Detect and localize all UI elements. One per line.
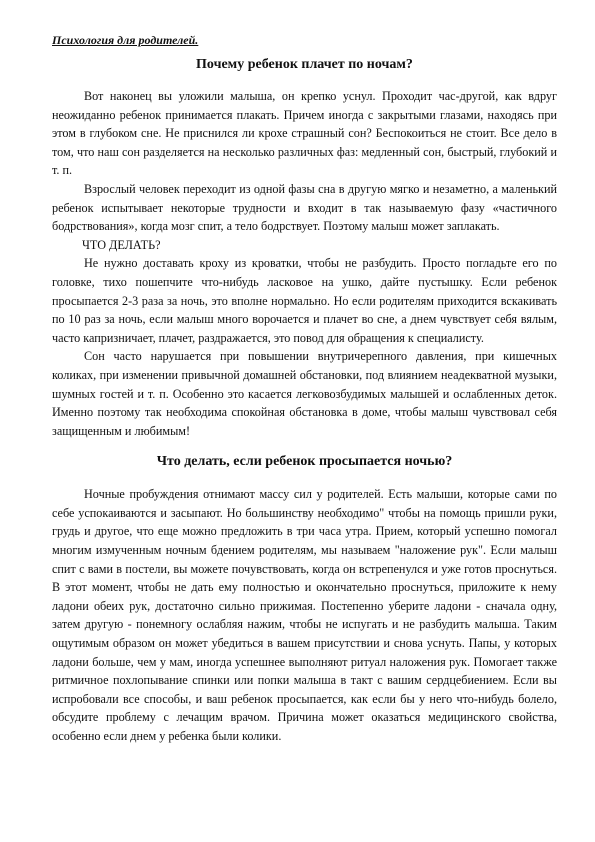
article-title-night-waking: Что делать, если ребенок просыпается ночью? bbox=[156, 454, 453, 470]
subheading-what-to-do: ЧТО ДЕЛАТЬ? bbox=[82, 237, 161, 252]
paragraph: Вот наконец вы уложили малыша, он крепко уснул. Проходит час-другой, как вдруг неожиданно ребенок принимается плакать. Причем иногда с закрытыми глазами, находясь при этом в глубоком сне. Не приснился ли крохе страшный сон? Беспокоиться не стоит. Все дело в том, что наш сон разделяется на несколько различных фаз: медленный сон, быстрый, глубокий и т. п. bbox=[52, 89, 557, 178]
article-title-night-crying: Почему ребенок плачет по ночам? bbox=[196, 57, 413, 72]
paragraph: Ночные пробуждения отнимают массу сил у родителей. Есть малыши, которые сами по себе успокаиваются и засыпают. Но большинству необходимо" чтобы на помощь пришли руки, грудь и другое, что еще можно предложить в три часа утра. Прием, который успешно помогал многим измученным ночным бдением родителям, мы называем "наложение рук". Если малыш спит с вами в постели, вы можете почувствовать, когда он встрепенулся и уже готов проснуться. В этот момент, чтобы не дать ему полностью и окончательно проснуться, приложите к нему ладони обеих рук, достаточно сильно прижимая. Постепенно уберите ладони - сначала одну, затем другую - понемногу ослабляя нажим, чтобы не испугать и не разбудить малыша. Таким ощутимым образом он может убедиться в вашем присутствии и снова уснуть. Папы, у которых ладони больше, чем у мам, иногда успешнее выполняют ритуал наложения рук. Помогает также ритмичное похлопывание спинки или попки малыша в такт с вашим сердцебиением. Если вы испробовали все способы, и ваш ребенок просыпается, как если бы у него что-нибудь болело, обсудите проблему с лечащим врачом. Причина может оказаться медицинского свойства, особенно если днем у ребенка были колики. bbox=[52, 487, 557, 743]
paragraph: Взрослый человек переходит из одной фазы сна в другую мягко и незаметно, а маленький ребенок испытывает некоторые трудности и входит в так называемую фазу «частичного бодрствования», когда мозг спит, а тело бодрствует. Поэтому малыш может заплакать. bbox=[52, 181, 557, 234]
paragraph: Не нужно доставать кроху из кроватки, чтобы не разбудить. Просто погладьте его по головке, тихо пошепчите что-нибудь ласковое на ушко, дайте пустышку. Если ребенок просыпается 2-3 раза за ночь, это вполне нормально. Но если родителям приходится вскакивать по 10 раз за ночь, если малыш много ворочается и плачет во сне, а днем чувствует себя вялым, часто капризничает, плачет, раздражается, это повод для обращения к специалисту. bbox=[52, 256, 557, 345]
section-label: Психология для родителей. bbox=[52, 33, 199, 47]
paragraph: Сон часто нарушается при повышении внутричерепного давления, при кишечных коликах, при изменении привычной домашней обстановки, под влиянием неадекватной музыки, шумных гостей и т. п. Особенно это касается легковозбудимых малышей и ослабленных деток. Именно поэтому так необходима спокойная обстановка в доме, чтобы малыш чувствовал себя защищенным и любимым! bbox=[52, 349, 557, 438]
